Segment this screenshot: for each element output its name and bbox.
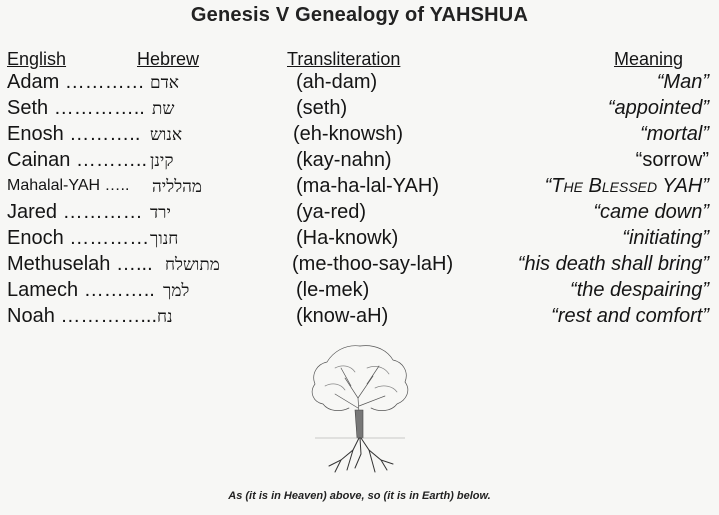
hebrew-name: מתושלח — [165, 255, 220, 275]
english-name: Enoch ………… — [7, 227, 150, 249]
meaning: “his death shall bring” — [517, 253, 709, 275]
english-name: Methuselah …... — [7, 253, 153, 275]
genealogy-row-mahalal-yah — [0, 175, 719, 201]
transliteration: (seth) — [296, 97, 348, 119]
hebrew-name: אנוש — [150, 125, 183, 145]
genealogy-row-seth — [0, 97, 719, 123]
meaning: “initiating” — [622, 227, 709, 249]
genealogy-row-cainan — [0, 149, 719, 175]
hebrew-name: ירד — [150, 203, 171, 223]
meaning: “rest and comfort” — [551, 305, 709, 327]
page-title: Genesis V Genealogy of YAHSHUA — [190, 4, 529, 26]
transliteration: (Ha-knowk) — [296, 227, 399, 249]
english-name: Jared ………… — [7, 201, 143, 223]
transliteration: (le-mek) — [296, 279, 370, 301]
english-name: Cainan ……….. — [7, 149, 148, 171]
transliteration: (eh-knowsh) — [293, 123, 404, 145]
hebrew-name: למך — [163, 281, 190, 301]
hebrew-name: מהלליה — [152, 177, 202, 197]
header-meaning: Meaning — [614, 49, 684, 69]
transliteration: (know-aH) — [296, 305, 389, 327]
english-name: Mahalal-YAH ….. — [7, 177, 130, 194]
meaning: “The Blessed YAH” — [544, 175, 709, 197]
hebrew-name: נח — [157, 307, 173, 327]
english-name: Noah …………... — [7, 305, 158, 327]
meaning: “mortal” — [640, 123, 709, 145]
hebrew-name: קינן — [150, 151, 174, 171]
genealogy-row-jared — [0, 201, 719, 227]
genealogy-row-enosh — [0, 123, 719, 149]
transliteration: (ma-ha-lal-YAH) — [296, 175, 439, 197]
hebrew-name: חנוך — [150, 229, 179, 249]
footer-caption: As (it is in Heaven) above, so (it is in Earth) below. — [228, 490, 491, 502]
genealogy-row-lamech — [0, 279, 719, 305]
meaning: “came down” — [593, 201, 709, 223]
meaning: “the despairing” — [570, 279, 709, 301]
header-hebrew: Hebrew — [137, 49, 200, 69]
english-name: Lamech ……….. — [7, 279, 155, 301]
genealogy-row-adam — [0, 71, 719, 97]
english-name: Seth ………….. — [7, 97, 145, 119]
header-english: English — [7, 49, 67, 69]
genealogy-row-enoch — [0, 227, 719, 253]
meaning: “Man” — [656, 71, 709, 93]
tree-of-life-icon — [305, 338, 415, 478]
english-name: Adam ………… — [7, 71, 145, 93]
transliteration: (me-thoo-say-laH) — [292, 253, 454, 275]
header-transliteration: Transliteration — [287, 49, 401, 69]
genealogy-row-noah — [0, 305, 719, 331]
genealogy-row-methuselah — [0, 253, 719, 279]
hebrew-name: אדם — [150, 73, 179, 93]
transliteration: (ah-dam) — [296, 71, 378, 93]
english-name: Enosh ……….. — [7, 123, 141, 145]
meaning: “appointed” — [607, 97, 709, 119]
transliteration: (ya-red) — [296, 201, 367, 223]
hebrew-name: שת — [152, 99, 175, 119]
transliteration: (kay-nahn) — [296, 149, 392, 171]
meaning: “sorrow” — [635, 149, 709, 171]
